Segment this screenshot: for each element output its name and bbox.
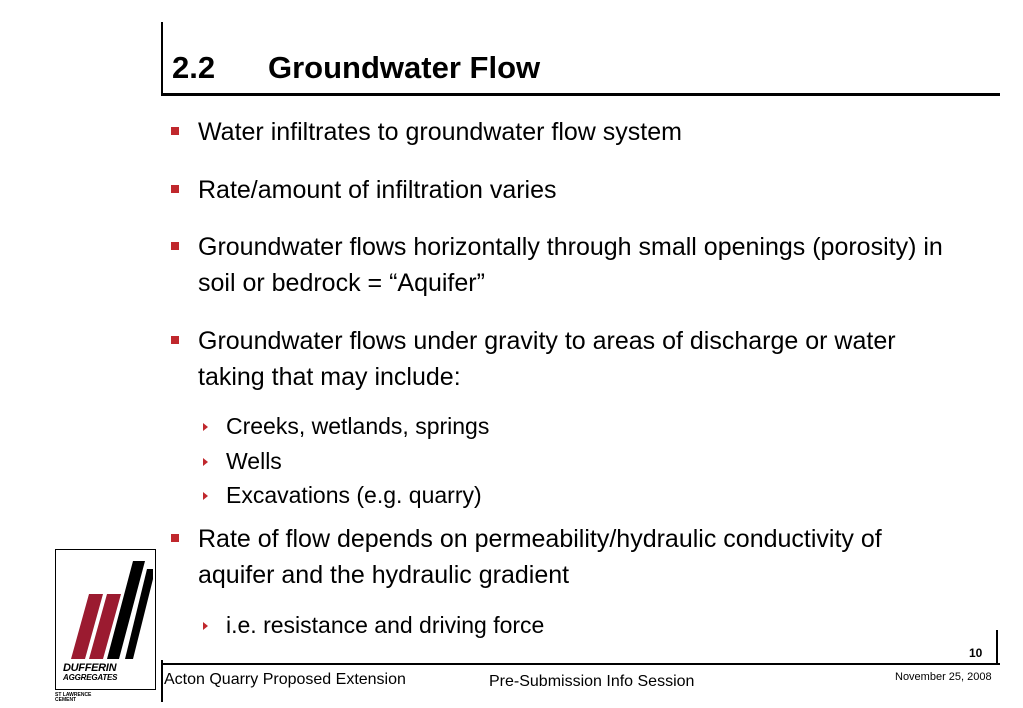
bullet-text: Groundwater flows horizontally through small openings (porosity) in soil or bedrock = “Aquifer” xyxy=(198,233,943,297)
bullet-text: Groundwater flows under gravity to areas of discharge or water taking that may include: xyxy=(198,327,896,391)
triangle-bullet-icon xyxy=(203,423,208,431)
bullet-text: Rate of flow depends on permeability/hydraulic conductivity of aquifer and the hydraulic gradient xyxy=(198,525,882,589)
triangle-bullet-icon xyxy=(203,492,208,500)
bullet-item xyxy=(165,521,885,593)
bullet-text: Water infiltrates to groundwater flow system xyxy=(198,118,682,146)
page-number-rule xyxy=(996,630,998,663)
slide-title xyxy=(172,50,540,86)
footer-rule xyxy=(161,663,1000,665)
sub-bullet-item xyxy=(203,446,903,476)
sub-bullet-text: i.e. resistance and driving force xyxy=(226,612,545,638)
title-underline xyxy=(161,93,1000,96)
bullet-item xyxy=(165,229,975,301)
triangle-bullet-icon xyxy=(203,622,208,630)
sub-bullet-item xyxy=(203,610,903,640)
page-number: 10 xyxy=(969,646,983,660)
footer-session-title: Pre-Submission Info Session xyxy=(489,673,695,690)
title-left-rule xyxy=(161,22,163,96)
square-bullet-icon xyxy=(171,242,179,250)
subbrand-line1: ST LAWRENCE xyxy=(55,692,92,698)
bullet-item xyxy=(165,172,985,208)
bullet-item xyxy=(165,114,985,150)
square-bullet-icon xyxy=(171,127,179,135)
footer-date: November 25, 2008 xyxy=(895,671,992,683)
subbrand-line2: CEMENT xyxy=(55,697,77,703)
sub-bullet-text: Wells xyxy=(226,448,282,474)
logo-name-line2: AGGREGATES xyxy=(63,673,118,682)
bullet-item xyxy=(165,323,965,395)
footer-left-rule xyxy=(161,660,163,702)
sub-bullet-item xyxy=(203,480,903,510)
st-lawrence-cement-logo xyxy=(55,693,91,703)
square-bullet-icon xyxy=(171,336,179,344)
triangle-bullet-icon xyxy=(203,458,208,466)
title-text: Groundwater Flow xyxy=(268,50,541,85)
bullet-text: Rate/amount of infiltration varies xyxy=(198,176,557,204)
footer-project-title: Acton Quarry Proposed Extension xyxy=(164,671,406,688)
sub-bullet-text: Creeks, wetlands, springs xyxy=(226,413,490,439)
dufferin-aggregates-logo xyxy=(55,549,157,691)
title-number: 2.2 xyxy=(172,50,216,85)
square-bullet-icon xyxy=(171,534,179,542)
sub-bullet-item xyxy=(203,411,903,441)
sub-bullet-text: Excavations (e.g. quarry) xyxy=(226,482,482,508)
logo-name-line1: DUFFERIN xyxy=(63,662,117,674)
square-bullet-icon xyxy=(171,185,179,193)
